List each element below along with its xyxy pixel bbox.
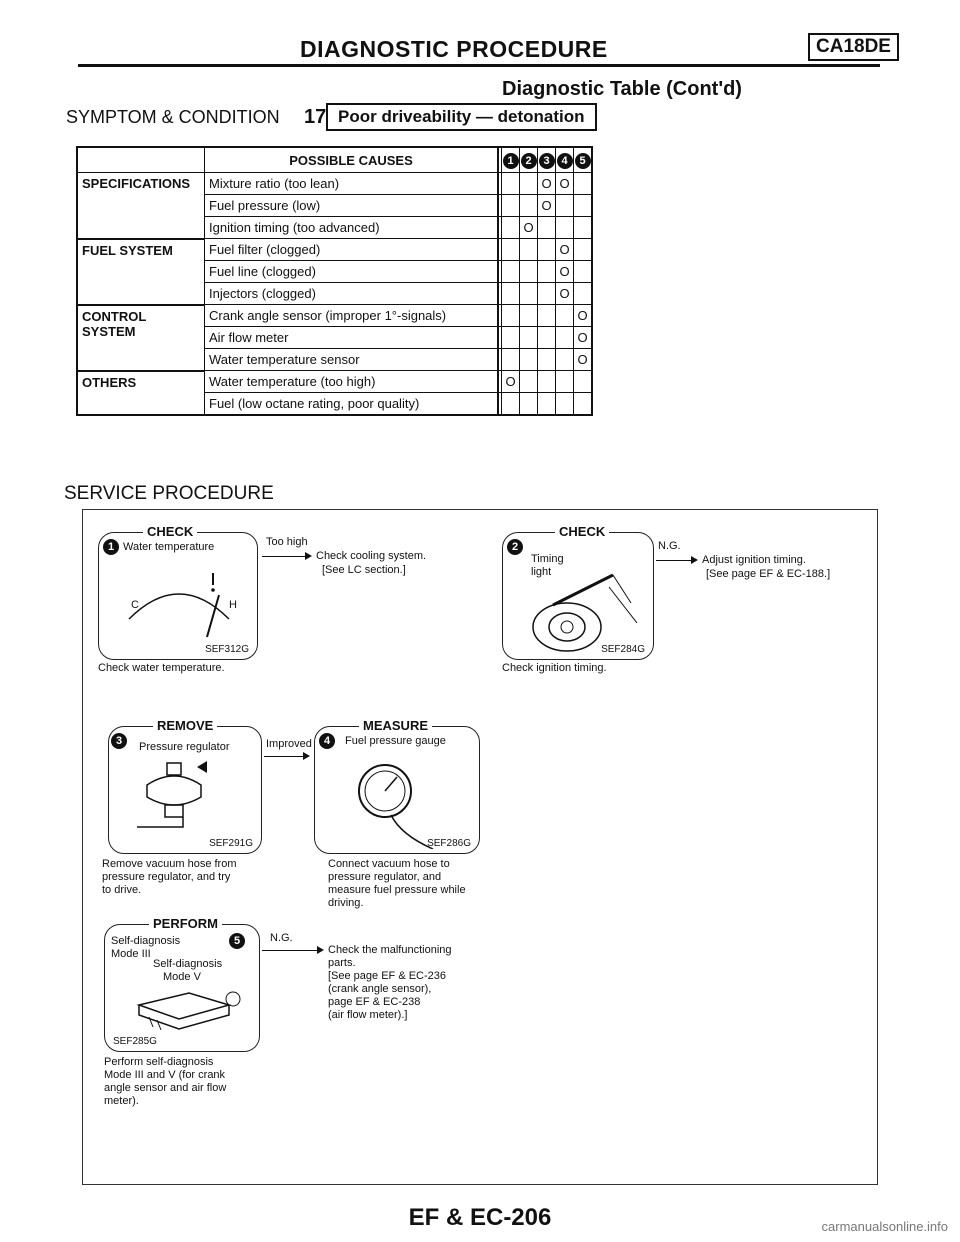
category-cell: FUEL SYSTEM [77,239,205,305]
step5-figure-id: SEF285G [113,1036,157,1047]
step5-caption-line4: meter). [104,1095,139,1107]
diagnostic-table [76,146,593,416]
cause-cell: Mixture ratio (too lean) [205,173,499,195]
step3-item: Pressure regulator [139,741,230,753]
step3-arrow [264,756,308,757]
mark-cell: O [502,371,520,393]
category-cell: SPECIFICATIONS [77,173,205,239]
mark-cell [502,327,520,349]
mark-cell: O [556,261,574,283]
step4-caption-line3: measure fuel pressure while [328,884,466,896]
mark-cell [556,371,574,393]
section-subtitle: Diagnostic Table (Cont'd) [502,78,742,100]
symptom-description: Poor driveability — detonation [326,103,597,131]
step1-action-label: CHECK [143,524,197,539]
step5-action-line6: (air flow meter).] [328,1009,408,1021]
mark-cell: O [556,283,574,305]
step5-panel [104,916,260,1052]
mark-cell [520,283,538,305]
step1-number: 1 [103,539,119,555]
cause-cell: Fuel pressure (low) [205,195,499,217]
mark-cell: O [538,173,556,195]
mark-cell [520,371,538,393]
mark-cell [574,239,593,261]
step2-result: N.G. [658,540,681,552]
mark-cell [520,305,538,327]
step5-caption-line3: angle sensor and air flow [104,1082,227,1094]
step4-caption-line1: Connect vacuum hose to [328,858,450,870]
mark-cell [502,239,520,261]
step5-action-line4: (crank angle sensor), [328,983,432,995]
category-cell: CONTROL SYSTEM [77,305,205,371]
step5-action-line5: page EF & EC-238 [328,996,421,1008]
ecu-module-icon [129,985,249,1035]
step5-action-line1: Check the malfunctioning [328,944,452,956]
step1-result: Too high [266,536,308,548]
mark-cell [574,217,593,239]
mark-cell [556,305,574,327]
fuel-pressure-gauge-icon [343,751,453,849]
timing-light-icon [513,563,643,655]
service-procedure-title: SERVICE PROCEDURE [64,483,274,504]
page-number: EF & EC-206 [408,1204,552,1231]
mark-cell [556,327,574,349]
step2-number: 2 [507,539,523,555]
column-number-3: 3 [538,147,556,173]
cause-cell: Fuel (low octane rating, poor quality) [205,393,499,416]
mark-cell [556,195,574,217]
step5-arrow [262,950,322,951]
step1-action: Check cooling system. [316,550,427,562]
step5-item-mode-5: Mode V [163,971,201,983]
step3-figure-id: SEF291G [209,838,253,849]
cause-cell: Water temperature sensor [205,349,499,371]
mark-cell: O [574,327,593,349]
mark-cell [520,327,538,349]
step1-reference: [See LC section.] [322,564,406,576]
step5-action-label: PERFORM [149,916,222,931]
cause-cell: Air flow meter [205,327,499,349]
mark-cell [538,393,556,416]
step1-figure-id: SEF312G [205,644,249,655]
category-cell: OTHERS [77,371,205,416]
mark-cell [556,393,574,416]
mark-cell [502,261,520,283]
step3-action-label: REMOVE [153,718,217,733]
step5-result: N.G. [270,932,293,944]
mark-cell [520,261,538,283]
mark-cell [502,283,520,305]
mark-cell [520,173,538,195]
header-blank-cell [77,147,205,173]
step4-number: 4 [319,733,335,749]
step4-action-label: MEASURE [359,718,432,733]
step3-number: 3 [111,733,127,749]
step4-panel [314,718,480,854]
step1-panel [98,524,258,660]
pressure-regulator-icon [127,757,227,841]
mark-cell [574,393,593,416]
step5-item-mode-3: Mode III [111,948,151,960]
step2-action-label: CHECK [555,524,609,539]
mark-cell [502,173,520,195]
step4-caption-line4: driving. [328,897,364,909]
mark-cell [574,173,593,195]
mark-cell [538,327,556,349]
mark-cell [538,239,556,261]
step5-action-line2: parts. [328,957,356,969]
mark-cell [556,349,574,371]
mark-cell [520,393,538,416]
cause-cell: Fuel line (clogged) [205,261,499,283]
engine-code-box: CA18DE [808,33,899,61]
mark-cell [502,305,520,327]
step5-caption-line2: Mode III and V (for crank [104,1069,226,1081]
mark-cell [520,239,538,261]
step3-caption-line3: to drive. [102,884,142,896]
step3-panel [108,718,262,854]
mark-cell: O [574,305,593,327]
step2-panel [502,524,654,660]
step5-item-self-diagnosis-1: Self-diagnosis [111,935,181,947]
step2-action: Adjust ignition timing. [702,554,806,566]
header-rule [78,64,880,67]
mark-cell [574,283,593,305]
cause-cell: Injectors (clogged) [205,283,499,305]
step3-result: Improved [266,738,312,750]
table-row [77,173,592,195]
step1-arrow [262,556,310,557]
cause-cell: Ignition timing (too advanced) [205,217,499,239]
step2-item-light: light [531,566,552,578]
mark-cell [538,349,556,371]
mark-cell [502,349,520,371]
table-header-row [77,147,592,173]
cause-cell: Fuel filter (clogged) [205,239,499,261]
step5-caption-line1: Perform self-diagnosis [104,1056,214,1068]
mark-cell [538,217,556,239]
symptom-number: 17 [304,106,327,128]
step4-figure-id: SEF286G [427,838,471,849]
mark-cell [502,217,520,239]
mark-cell [520,349,538,371]
step1-caption: Check water temperature. [98,662,225,674]
mark-cell [556,217,574,239]
step2-figure-id: SEF284G [601,644,645,655]
mark-cell [502,393,520,416]
mark-cell: O [538,195,556,217]
mark-cell [538,261,556,283]
step2-caption: Check ignition timing. [502,662,607,674]
gauge-cold-label: C [131,599,139,611]
step4-item: Fuel pressure gauge [345,735,446,747]
table-row [77,305,592,327]
step5-item-self-diagnosis-2: Self-diagnosis [153,958,223,970]
step2-arrow [656,560,696,561]
watermark: carmanualsonline.info [821,1219,948,1234]
column-number-1: 1 [502,147,520,173]
step3-caption-line1: Remove vacuum hose from [102,858,237,870]
cause-cell: Water temperature (too high) [205,371,499,393]
step3-caption-line2: pressure regulator, and try [102,871,231,883]
column-number-2: 2 [520,147,538,173]
cause-cell: Crank angle sensor (improper 1°-signals) [205,305,499,327]
symptom-label: SYMPTOM & CONDITION [66,107,280,127]
step2-item-timing: Timing [531,553,564,565]
mark-cell [520,195,538,217]
mark-cell [538,283,556,305]
table-row [77,239,592,261]
mark-cell [538,371,556,393]
page-title: DIAGNOSTIC PROCEDURE [300,36,608,62]
step5-number: 5 [229,933,245,949]
mark-cell: O [520,217,538,239]
column-number-4: 4 [556,147,574,173]
table-row [77,371,592,393]
possible-causes-header: POSSIBLE CAUSES [205,147,499,173]
mark-cell: O [556,173,574,195]
gauge-hot-label: H [229,599,237,611]
mark-cell [574,195,593,217]
mark-cell: O [574,349,593,371]
mark-cell [538,305,556,327]
mark-cell [574,371,593,393]
mark-cell [574,261,593,283]
mark-cell [502,195,520,217]
step2-reference: [See page EF & EC-188.] [706,568,831,580]
mark-cell: O [556,239,574,261]
step1-item: Water temperature [123,541,215,553]
step4-caption-line2: pressure regulator, and [328,871,442,883]
column-number-5: 5 [574,147,593,173]
step5-action-line3: [See page EF & EC-236 [328,970,447,982]
